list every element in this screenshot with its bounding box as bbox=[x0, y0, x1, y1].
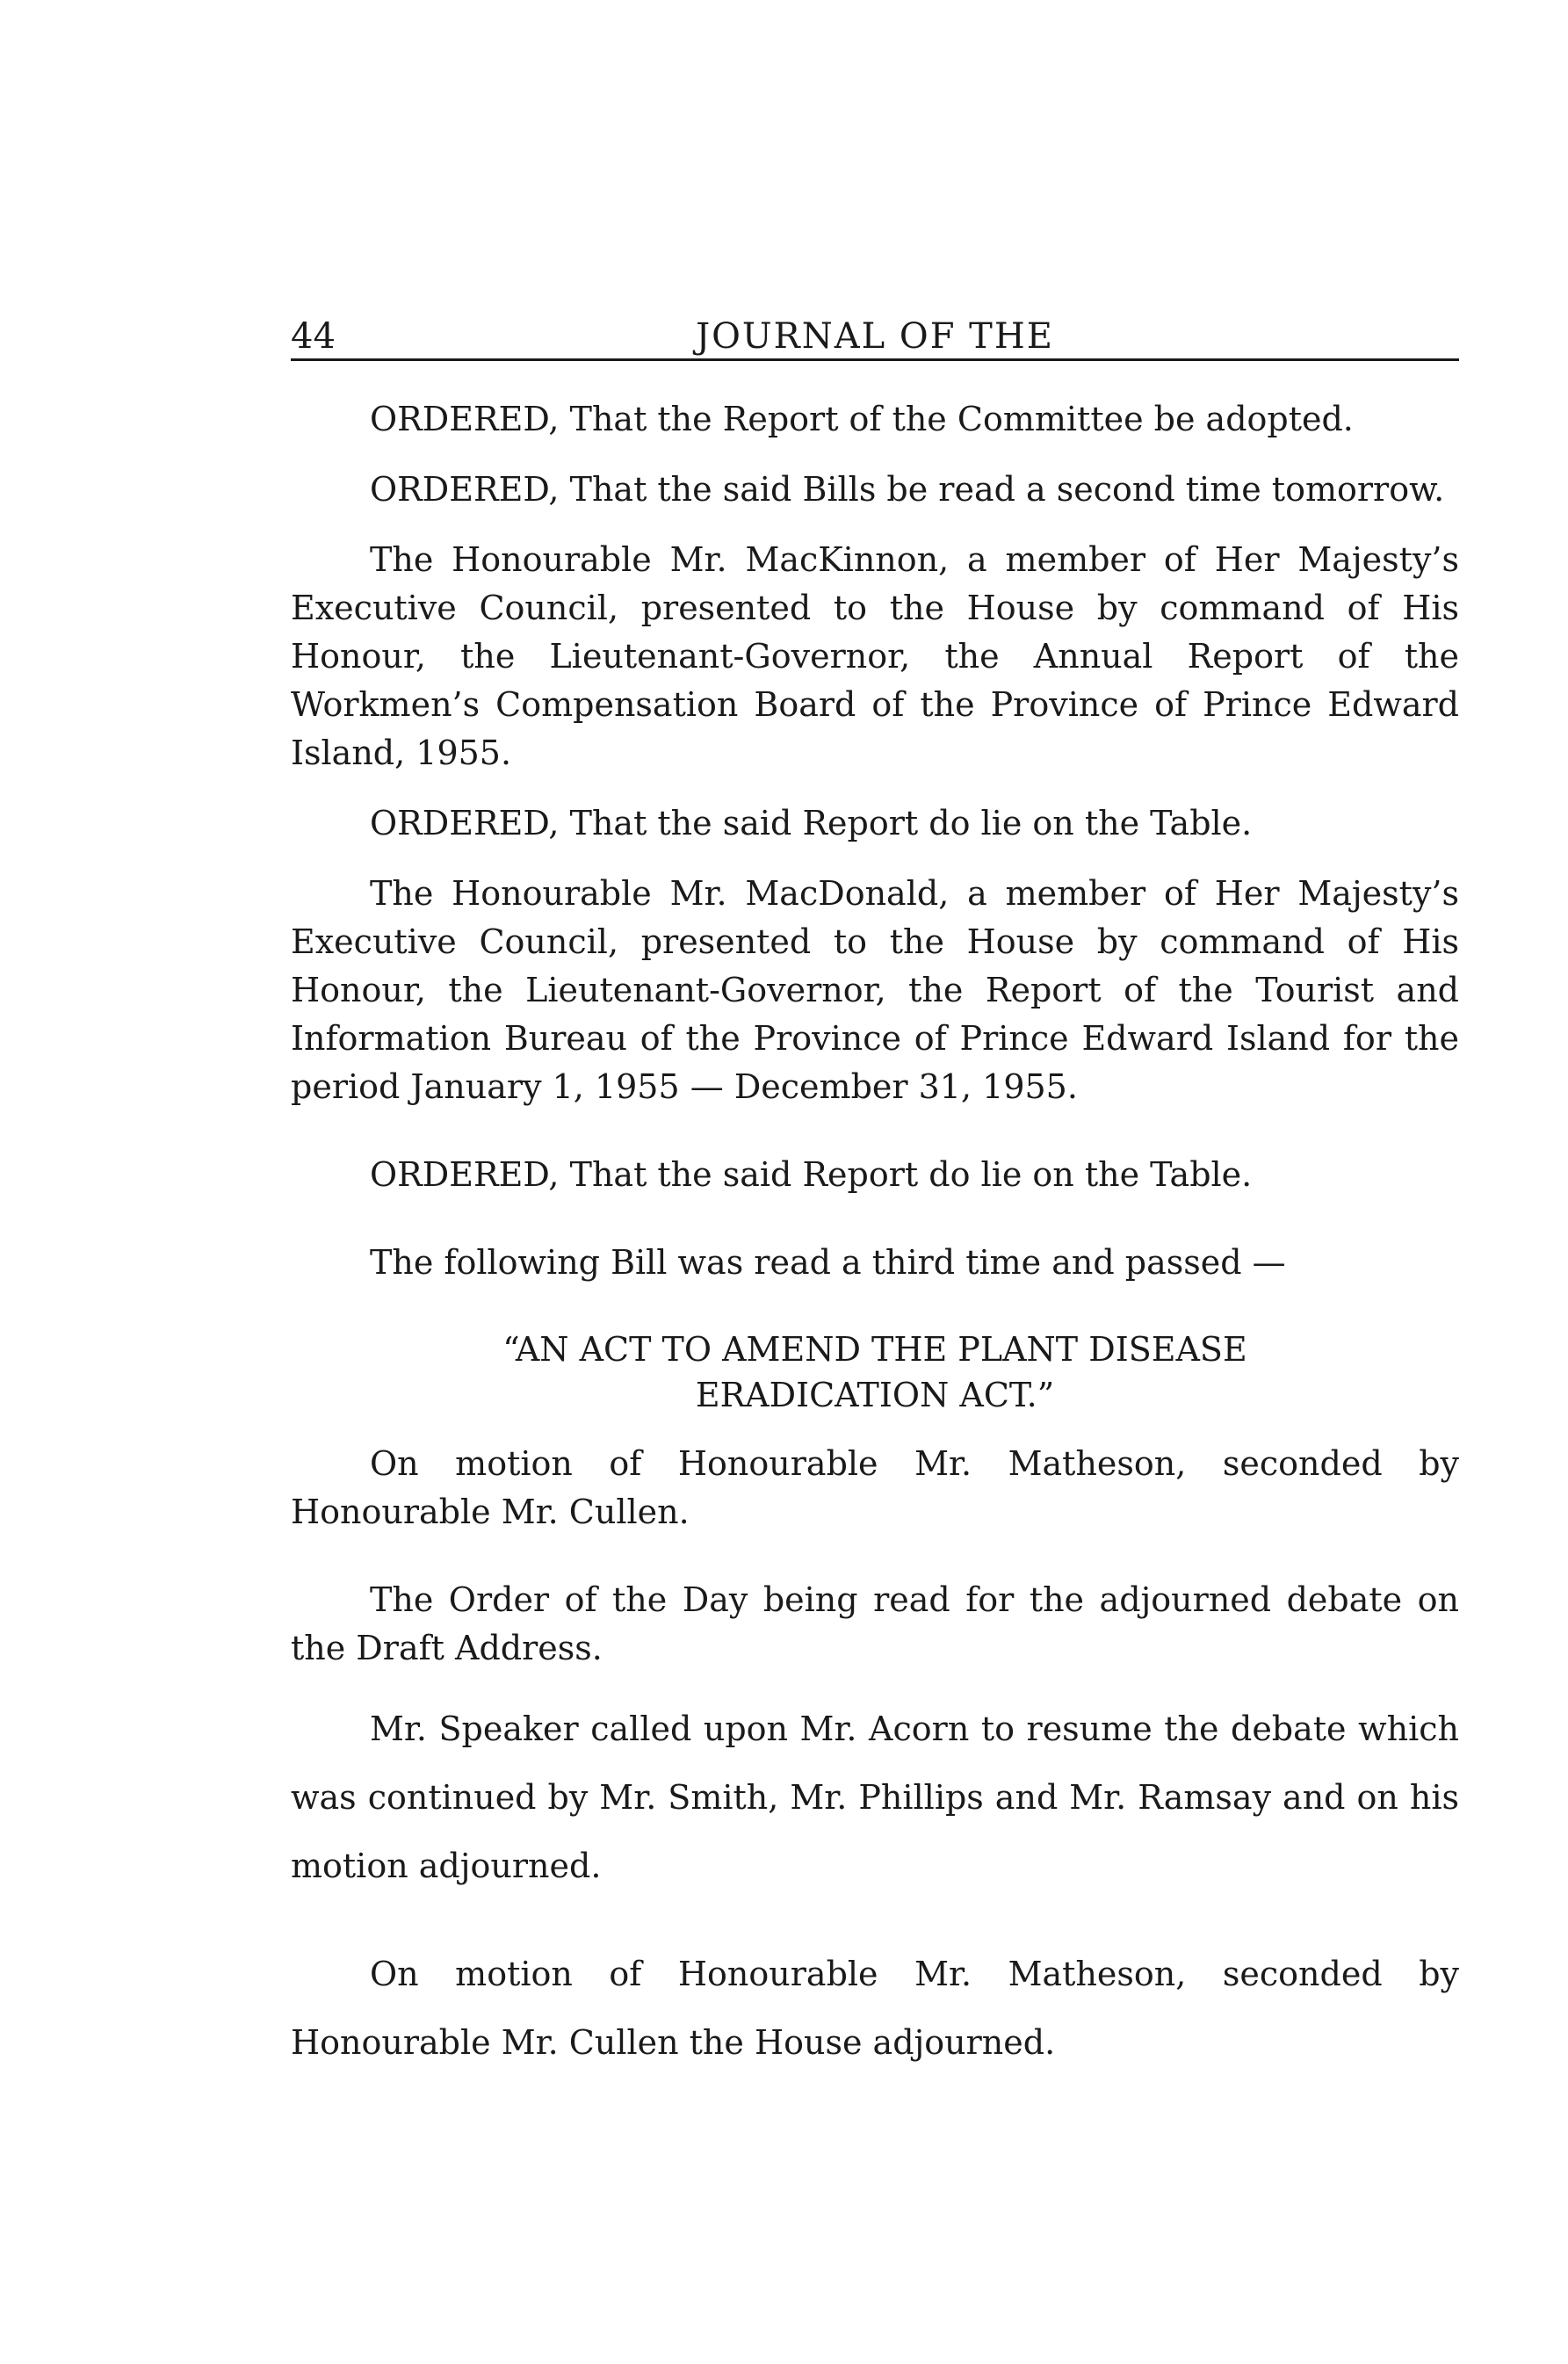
paragraph-motion-matheson: On motion of Honourable Mr. Matheson, seconded by Honourable Mr. Cullen. bbox=[291, 1444, 1459, 1531]
page-number: 44 bbox=[291, 316, 336, 357]
paragraph-order-of-the-day: The Order of the Day being read for the adjourned debate on the Draft Address. bbox=[291, 1580, 1459, 1667]
running-title: JOURNAL OF THE bbox=[696, 316, 1054, 357]
paragraph-house-adjourned: On motion of Honourable Mr. Matheson, seconded by Honourable Mr. Cullen the House adjourned. bbox=[291, 1955, 1459, 2062]
bill-title-line-2: ERADICATION ACT.” bbox=[695, 1376, 1055, 1414]
paragraph-speaker-debate: Mr. Speaker called upon Mr. Acorn to resume the debate which was continued by Mr. Smith, Mr. Phillips and Mr. Ramsay and on his motion adjourned. bbox=[291, 1710, 1459, 1885]
paragraph-report-lie-on-table-2: ORDERED, That the said Report do lie on the Table. bbox=[370, 1155, 1253, 1194]
paragraph-tourist-bureau-report: The Honourable Mr. MacDonald, a member of Her Majesty’s Executive Council, presented to the House by command of His Honour, the Lieutenant-Governor, the Report of the Tourist and Information Bureau of the Province of Prince Edward Island for the period January 1, 1955 — December 31, 1955. bbox=[291, 874, 1459, 1106]
paragraph-bills-second-reading: ORDERED, That the said Bills be read a second time tomorrow. bbox=[370, 470, 1445, 509]
bill-title-line-1: “AN ACT TO AMEND THE PLANT DISEASE bbox=[502, 1330, 1247, 1369]
bill-title bbox=[291, 1327, 1459, 1418]
paragraph-report-lie-on-table: ORDERED, That the said Report do lie on the Table. bbox=[370, 804, 1253, 842]
paragraph-bill-third-reading: The following Bill was read a third time and passed — bbox=[370, 1243, 1286, 1282]
paragraph-workmens-compensation-report: The Honourable Mr. MacKinnon, a member of Her Majesty’s Executive Council, presented to the House by command of His Honour, the Lieutenant-Governor, the Annual Report of the Workmen’s Compensation Board of the Province of Prince Edward Island, 1955. bbox=[291, 540, 1459, 772]
paragraph-report-adopted: ORDERED, That the Report of the Committee be adopted. bbox=[370, 400, 1354, 438]
page-header bbox=[291, 314, 1459, 361]
journal-body bbox=[291, 395, 1459, 2077]
